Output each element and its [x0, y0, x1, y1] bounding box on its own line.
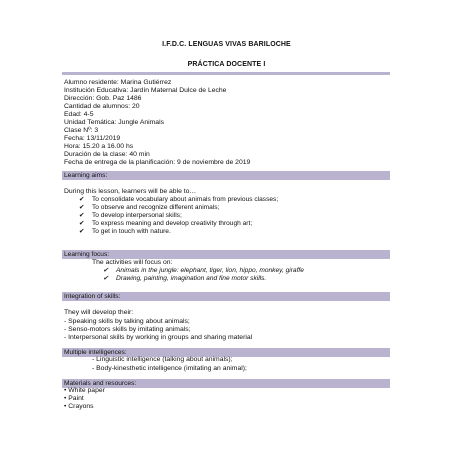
list-item-text: To consolidate vocabulary about animals from previous classes;: [92, 196, 279, 203]
info-student: Alumno residente: Marina Gutiérrez: [64, 79, 172, 86]
institution-title: I.F.D.C. LENGUAS VIVAS BARILOCHE: [162, 41, 291, 48]
section-heading-learning-focus: Learning focus:: [62, 250, 390, 259]
list-item-text: Drawing, painting, imagination and fine motor skills.: [116, 275, 267, 282]
list-item: [103, 267, 304, 275]
list-item: [79, 212, 182, 220]
list-item: - Speaking skills by talking about animals;: [64, 318, 190, 325]
list-item: - Senso-motors skills by imitating animals;: [64, 326, 191, 333]
info-address: Dirección: Gob. Paz 1486: [64, 95, 142, 102]
info-date: Fecha: 13/11/2019: [64, 135, 121, 142]
section-heading-multiple-intelligences: Multiple intelligences:: [62, 348, 390, 357]
info-class-number: Clase Nº: 3: [64, 127, 99, 134]
info-institution: Institución Educativa: Jardín Maternal Dulce de Leche: [64, 87, 227, 94]
header-divider-bar: [62, 72, 390, 75]
section-heading-materials: Materials and resources:: [62, 379, 390, 388]
info-age: Edad: 4-5: [64, 111, 94, 118]
checkmark-icon: ✔: [79, 196, 85, 203]
info-delivery-date: Fecha de entrega de la planificación: 9 de noviembre de 2019: [64, 159, 251, 166]
info-time: Hora: 15.20 a 16.00 hs: [64, 143, 134, 150]
checkmark-icon: ✔: [79, 220, 85, 227]
list-item-text: To observe and recognize different animals;: [92, 204, 220, 211]
info-student-count: Cantidad de alumnos: 20: [64, 103, 140, 110]
checkmark-icon: ✔: [79, 212, 85, 219]
list-item-text: To express meaning and develop creativity through art;: [92, 220, 253, 227]
list-item: [103, 275, 266, 283]
info-duration: Duración de la clase: 40 min: [64, 151, 150, 158]
learning-focus-intro: The activities will focus on:: [92, 259, 173, 266]
list-item-text: Animals in the jungle: elephant, tiger, lion, hippo, monkey, giraffe: [116, 267, 304, 274]
integration-intro: They will develop their:: [64, 309, 134, 316]
info-theme-unit: Unidad Temática: Jungle Animals: [64, 119, 164, 126]
list-item: • Paint: [64, 395, 84, 402]
checkmark-icon: ✔: [103, 275, 109, 282]
checkmark-icon: ✔: [103, 267, 109, 274]
list-item-text: To get in touch with nature.: [92, 228, 171, 235]
section-heading-integration: Integration of skills:: [62, 292, 390, 301]
list-item: [79, 196, 278, 204]
checkmark-icon: ✔: [79, 204, 85, 211]
list-item: • White paper: [64, 387, 105, 394]
course-title: PRÁCTICA DOCENTE I: [187, 61, 266, 68]
list-item: [79, 204, 219, 212]
learning-aims-intro: During this lesson, learners will be able to…: [64, 188, 197, 195]
list-item: [79, 228, 171, 236]
list-item: • Crayons: [64, 403, 94, 410]
list-item: - Linguistic intelligence (talking about animals);: [92, 356, 233, 363]
list-item: - Interpersonal skills by working in groups and sharing material: [64, 334, 253, 341]
checkmark-icon: ✔: [79, 228, 85, 235]
list-item: [79, 220, 252, 228]
list-item: - Body-kinesthetic intelligence (imitating an animal);: [92, 365, 247, 372]
list-item-text: To develop interpersonal skills;: [92, 212, 182, 219]
section-heading-learning-aims: Learning aims:: [62, 171, 390, 180]
